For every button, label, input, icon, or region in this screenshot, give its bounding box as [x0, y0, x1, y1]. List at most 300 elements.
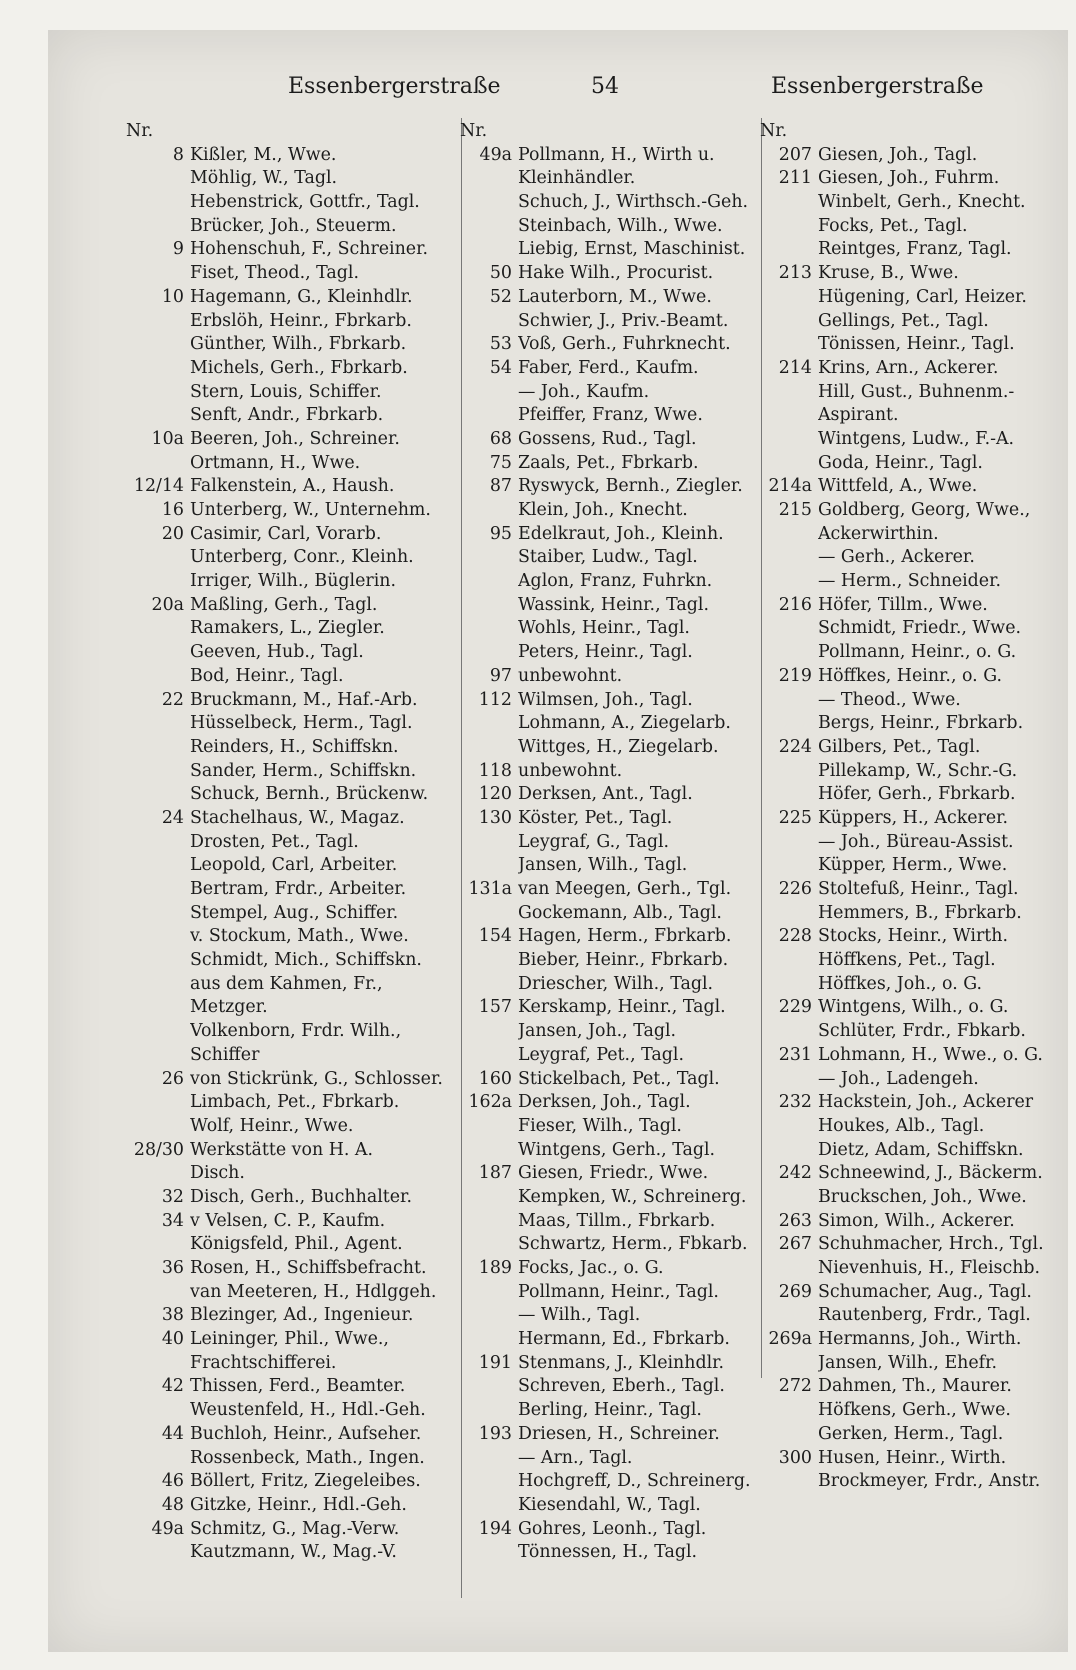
list-item: [126, 475, 460, 499]
page-number: 54: [591, 74, 619, 99]
resident-entry: Lohmann, H., Wwe., o. G.: [818, 1044, 1043, 1065]
house-number: [760, 641, 818, 665]
resident-entry: Faber, Ferd., Kaufm.: [518, 357, 699, 378]
list-item: [460, 1281, 760, 1305]
house-number: [460, 973, 518, 997]
resident-entry: Klein, Joh., Knecht.: [518, 500, 688, 520]
resident-entry: Hermann, Ed., Fbrkarb.: [518, 1329, 730, 1350]
resident-entry: Volkenborn, Frdr. Wilh.,: [190, 1021, 402, 1042]
list-item: [460, 1304, 760, 1328]
house-number: 112: [478, 689, 512, 710]
list-item: [760, 381, 1060, 405]
list-item: [126, 310, 460, 334]
list-item: [126, 262, 460, 286]
resident-entry: — Wilh., Tagl.: [518, 1305, 641, 1326]
house-number: [760, 1399, 818, 1423]
list-item: [126, 1352, 460, 1376]
house-number: [126, 452, 190, 476]
list-item: [126, 167, 460, 191]
house-number: 214: [778, 357, 812, 378]
list-item: [126, 1423, 460, 1447]
resident-entry: Ortmann, H., Wwe.: [190, 452, 361, 473]
list-item: [760, 546, 1060, 570]
house-number: [460, 1399, 518, 1423]
list-item: [760, 475, 1060, 499]
list-item: [126, 996, 460, 1020]
list-item: [460, 641, 760, 665]
list-item: [460, 1541, 760, 1565]
resident-entry: Rautenberg, Frdr., Tagl.: [818, 1305, 1031, 1326]
list-item: [760, 594, 1060, 618]
resident-entry: Liebig, Ernst, Maschinist.: [518, 239, 746, 260]
resident-entry: Kautzmann, W., Mag.-V.: [190, 1542, 397, 1563]
list-item: [760, 807, 1060, 831]
list-item: [760, 1115, 1060, 1139]
list-item: [760, 831, 1060, 855]
list-item: [460, 1494, 760, 1518]
list-item: [760, 996, 1060, 1020]
list-item: [126, 1233, 460, 1257]
house-number: [126, 902, 190, 926]
house-number: [460, 594, 518, 618]
list-item: [760, 404, 1060, 428]
list-item: [760, 286, 1060, 310]
list-item: [760, 310, 1060, 334]
house-number: [460, 1139, 518, 1163]
resident-entry: Gerken, Herm., Tagl.: [818, 1423, 1004, 1444]
house-number: 46: [161, 1471, 184, 1492]
list-item: [760, 1210, 1060, 1234]
house-number: 193: [478, 1423, 512, 1444]
resident-entry: Kiesendahl, W., Tagl.: [518, 1494, 701, 1515]
house-number: 214a: [768, 476, 812, 497]
house-number: [760, 191, 818, 215]
resident-entry: Schuhmacher, Hrch., Tgl.: [818, 1234, 1044, 1255]
house-number: 38: [161, 1305, 184, 1326]
list-item: [760, 689, 1060, 713]
resident-entry: Rossenbeck, Math., Ingen.: [190, 1447, 425, 1468]
house-number: 75: [489, 452, 512, 473]
resident-entry: Geeven, Hub., Tagl.: [190, 642, 364, 663]
resident-entry: van Meeteren, H., Hdlggeh.: [190, 1281, 437, 1302]
house-number: [460, 191, 518, 215]
house-number: 12/14: [133, 476, 184, 497]
house-number: 53: [489, 334, 512, 355]
list-item: [760, 570, 1060, 594]
house-number: [760, 286, 818, 310]
house-number: [126, 925, 190, 949]
list-item: [126, 1162, 460, 1186]
house-number: 8: [172, 144, 184, 165]
list-item: [460, 783, 760, 807]
resident-entry: Bergs, Heinr., Fbrkarb.: [818, 713, 1024, 734]
house-number: [460, 854, 518, 878]
list-item: [126, 973, 460, 997]
house-number: 20a: [151, 594, 184, 615]
house-number: 263: [778, 1210, 812, 1231]
house-number: 131a: [468, 879, 512, 899]
resident-entry: Pollmann, Heinr., Tagl.: [518, 1281, 719, 1302]
list-item: [460, 760, 760, 784]
list-item: [126, 1518, 460, 1542]
resident-entry: Steinbach, Wilh., Wwe.: [518, 215, 723, 236]
resident-entry: Werkstätte von H. A.: [190, 1139, 374, 1160]
resident-entry: Günther, Wilh., Fbrkarb.: [190, 334, 407, 355]
list-item: [126, 1399, 460, 1423]
house-number: 226: [778, 879, 812, 899]
house-number: [460, 1281, 518, 1305]
house-number: [126, 1162, 190, 1186]
list-item: [126, 712, 460, 736]
resident-entry: Fiset, Theod., Tagl.: [190, 263, 360, 284]
list-item: [760, 1233, 1060, 1257]
list-item: [760, 238, 1060, 262]
list-item: [760, 854, 1060, 878]
list-item: [460, 475, 760, 499]
resident-entry: Pillekamp, W., Schr.-G.: [818, 760, 1018, 781]
house-number: [760, 1139, 818, 1163]
house-number: [126, 1044, 190, 1068]
resident-entry: Gellings, Pet., Tagl.: [818, 310, 989, 331]
house-number: [760, 215, 818, 239]
house-number: [760, 238, 818, 262]
resident-entry: Giesen, Joh., Tagl.: [818, 144, 978, 165]
list-item: [126, 617, 460, 641]
list-item: [126, 523, 460, 547]
house-number: [760, 452, 818, 476]
house-number: [760, 689, 818, 713]
list-item: [126, 1020, 460, 1044]
resident-entry: Wilmsen, Joh., Tagl.: [518, 689, 693, 710]
list-item: [460, 546, 760, 570]
resident-entry: Hagemann, G., Kleinhdlr.: [190, 286, 413, 307]
house-number: [760, 381, 818, 405]
resident-entry: Schlüter, Frdr., Fbkarb.: [818, 1021, 1026, 1042]
directory-column-3: [760, 120, 1060, 1494]
resident-entry: aus dem Kahmen, Fr.,: [190, 973, 383, 994]
resident-entry: Fieser, Wilh., Tagl.: [518, 1115, 682, 1136]
house-number: [126, 760, 190, 784]
resident-entry: Höfkens, Gerh., Wwe.: [818, 1400, 1011, 1421]
house-number: 189: [478, 1258, 512, 1278]
list-item: [126, 783, 460, 807]
list-item: [126, 807, 460, 831]
house-number: [760, 760, 818, 784]
resident-entry: Lauterborn, M., Wwe.: [518, 286, 712, 307]
house-number: [460, 499, 518, 523]
house-number: [460, 1304, 518, 1328]
house-number: [126, 191, 190, 215]
list-item: [126, 925, 460, 949]
resident-entry: Bertram, Frdr., Arbeiter.: [190, 879, 407, 899]
list-item: [760, 949, 1060, 973]
house-number: [126, 1233, 190, 1257]
resident-entry: Hügening, Carl, Heizer.: [818, 286, 1027, 307]
resident-entry: Reintges, Franz, Tagl.: [818, 239, 1012, 260]
list-item: [460, 570, 760, 594]
list-item: [126, 404, 460, 428]
house-number: [126, 617, 190, 641]
list-item: [126, 1210, 460, 1234]
running-head-left: Essenbergerstraße: [288, 74, 501, 99]
house-number: 22: [161, 689, 184, 710]
house-number: [126, 949, 190, 973]
house-number: 207: [778, 144, 812, 165]
list-item: [460, 333, 760, 357]
house-number: [126, 215, 190, 239]
resident-entry: Irriger, Wilh., Büglerin.: [190, 571, 396, 592]
resident-entry: Kerskamp, Heinr., Tagl.: [518, 997, 726, 1018]
column-header: Nr.: [760, 121, 788, 141]
list-item: [460, 807, 760, 831]
house-number: [760, 617, 818, 641]
house-number: [126, 404, 190, 428]
list-item: [760, 665, 1060, 689]
list-item: [760, 1162, 1060, 1186]
house-number: 213: [778, 263, 812, 284]
resident-entry: — Herm., Schneider.: [818, 571, 1002, 592]
house-number: 130: [478, 807, 512, 828]
list-item: [126, 546, 460, 570]
list-item: [460, 1139, 760, 1163]
resident-entry: Casimir, Carl, Vorarb.: [190, 523, 382, 544]
resident-entry: Schmidt, Mich., Schiffskn.: [190, 950, 422, 971]
resident-entry: Gitzke, Heinr., Hdl.-Geh.: [190, 1494, 407, 1515]
resident-entry: Hochgreff, D., Schreinerg.: [518, 1471, 751, 1492]
list-item: [460, 191, 760, 215]
house-number: [460, 404, 518, 428]
house-number: [760, 546, 818, 570]
list-item: [460, 1257, 760, 1281]
resident-entry: Hermanns, Joh., Wirth.: [818, 1329, 1022, 1350]
list-item: [126, 641, 460, 665]
list-item: [126, 499, 460, 523]
resident-entry: Königsfeld, Phil., Agent.: [190, 1234, 403, 1255]
house-number: [760, 783, 818, 807]
house-number: [126, 1281, 190, 1305]
house-number: 272: [778, 1376, 812, 1397]
house-number: 224: [778, 736, 812, 757]
list-item: [460, 404, 760, 428]
list-item: [760, 191, 1060, 215]
list-item: [460, 973, 760, 997]
house-number: 267: [778, 1234, 812, 1255]
resident-entry: Ackerwirthin.: [818, 523, 939, 544]
list-item: [460, 1518, 760, 1542]
resident-entry: Wittges, H., Ziegelarb.: [518, 736, 719, 757]
house-number: 28/30: [133, 1139, 184, 1160]
house-number: 48: [161, 1494, 184, 1515]
house-number: [460, 1375, 518, 1399]
resident-entry: Goldberg, Georg, Wwe.,: [818, 500, 1031, 520]
house-number: 10: [161, 286, 184, 307]
resident-entry: — Arn., Tagl.: [518, 1447, 633, 1468]
list-item: [460, 949, 760, 973]
resident-entry: Küppers, H., Ackerer.: [818, 807, 1009, 828]
list-item: [460, 499, 760, 523]
house-number: 44: [161, 1423, 184, 1444]
list-item: [126, 1494, 460, 1518]
list-item: [460, 1352, 760, 1376]
house-number: [460, 641, 518, 665]
resident-entry: Driesen, H., Schreiner.: [518, 1423, 720, 1444]
list-item: [126, 878, 460, 902]
resident-entry: Schmitz, G., Mag.-Verw.: [190, 1518, 400, 1539]
house-number: [126, 1091, 190, 1115]
resident-entry: Köster, Pet., Tagl.: [518, 807, 673, 828]
house-number: [126, 996, 190, 1020]
house-number: 120: [478, 784, 512, 805]
house-number: [460, 215, 518, 239]
resident-entry: Stenmans, J., Kleinhdlr.: [518, 1352, 725, 1373]
list-item: [126, 1091, 460, 1115]
resident-entry: Sander, Herm., Schiffskn.: [190, 760, 417, 781]
list-item: [460, 665, 760, 689]
resident-entry: — Joh., Büreau-Assist.: [818, 831, 1014, 852]
resident-entry: Peters, Heinr., Tagl.: [518, 642, 693, 663]
house-number: [460, 1115, 518, 1139]
list-item: [760, 428, 1060, 452]
house-number: [126, 310, 190, 334]
house-number: [460, 1541, 518, 1565]
house-number: 42: [161, 1376, 184, 1397]
resident-entry: Schuck, Bernh., Brückenw.: [190, 784, 429, 805]
house-number: 160: [478, 1068, 512, 1089]
house-number: [460, 1044, 518, 1068]
list-item: [126, 594, 460, 618]
house-number: [460, 1494, 518, 1518]
list-item: [760, 760, 1060, 784]
list-item: [760, 712, 1060, 736]
house-number: 50: [489, 263, 512, 284]
resident-entry: Giesen, Friedr., Wwe.: [518, 1163, 709, 1184]
house-number: 20: [161, 523, 184, 544]
resident-entry: Lohmann, A., Ziegelarb.: [518, 713, 731, 734]
house-number: [760, 973, 818, 997]
house-number: 215: [778, 500, 812, 520]
house-number: [460, 831, 518, 855]
house-number: 10a: [151, 428, 184, 449]
resident-entry: Hemmers, B., Fbrkarb.: [818, 902, 1022, 923]
column-header: Nr.: [460, 121, 488, 141]
resident-entry: Hüsselbeck, Herm., Tagl.: [190, 713, 413, 734]
resident-entry: Derksen, Joh., Tagl.: [518, 1092, 691, 1113]
list-item: [760, 617, 1060, 641]
list-item: [760, 1068, 1060, 1092]
resident-entry: Brücker, Joh., Steuerm.: [190, 215, 397, 236]
resident-entry: Houkes, Alb., Tagl.: [818, 1115, 985, 1136]
list-item: [126, 1044, 460, 1068]
list-item: [126, 238, 460, 262]
resident-entry: Disch.: [190, 1163, 245, 1184]
list-item: [460, 1210, 760, 1234]
resident-entry: Schmidt, Friedr., Wwe.: [818, 618, 1022, 639]
list-item: [126, 1257, 460, 1281]
list-item: [760, 878, 1060, 902]
resident-entry: Wolf, Heinr., Wwe.: [190, 1115, 354, 1136]
list-item: [760, 925, 1060, 949]
house-number: [760, 949, 818, 973]
resident-entry: Hohenschuh, F., Schreiner.: [190, 239, 429, 260]
house-number: [460, 381, 518, 405]
house-number: 157: [478, 997, 512, 1018]
house-number: 187: [478, 1163, 512, 1184]
list-item: [126, 902, 460, 926]
list-item: [760, 144, 1060, 168]
list-item: [460, 1044, 760, 1068]
resident-entry: Hebenstrick, Gottfr., Tagl.: [190, 192, 420, 213]
house-number: [760, 902, 818, 926]
house-number: [460, 1020, 518, 1044]
list-item: [760, 499, 1060, 523]
list-item: [760, 1328, 1060, 1352]
resident-entry: Leygraf, G., Tagl.: [518, 831, 670, 852]
resident-entry: Höffkens, Pet., Tagl.: [818, 950, 996, 971]
house-number: [126, 783, 190, 807]
resident-entry: Kruse, B., Wwe.: [818, 263, 959, 284]
list-item: [126, 1139, 460, 1163]
list-item: [126, 1541, 460, 1565]
resident-entry: Frachtschifferei.: [190, 1352, 337, 1373]
house-number: [760, 1020, 818, 1044]
house-number: [460, 1470, 518, 1494]
resident-entry: Aglon, Franz, Fuhrkn.: [518, 571, 713, 592]
resident-entry: Zaals, Pet., Fbrkarb.: [518, 452, 699, 473]
list-item: [760, 523, 1060, 547]
house-number: [126, 831, 190, 855]
house-number: 242: [778, 1163, 812, 1184]
house-number: 26: [161, 1068, 184, 1089]
resident-entry: Limbach, Pet., Fbrkarb.: [190, 1092, 400, 1113]
resident-entry: Erbslöh, Heinr., Fbrkarb.: [190, 310, 412, 331]
running-head-right: Essenbergerstraße: [771, 74, 984, 99]
resident-entry: Aspirant.: [818, 405, 899, 426]
resident-entry: Hill, Gust., Buhnenm.-: [818, 381, 1015, 402]
list-item: [460, 1328, 760, 1352]
resident-entry: Bieber, Heinr., Fbrkarb.: [518, 950, 729, 971]
resident-entry: Stoltefuß, Heinr., Tagl.: [818, 879, 1019, 899]
resident-entry: Buchloh, Heinr., Aufseher.: [190, 1423, 422, 1444]
list-item: [760, 1281, 1060, 1305]
house-number: [126, 570, 190, 594]
house-number: [760, 428, 818, 452]
list-item: [126, 949, 460, 973]
list-item: [126, 381, 460, 405]
list-item: [126, 144, 460, 168]
list-item: [760, 1304, 1060, 1328]
list-item: [460, 854, 760, 878]
house-number: 300: [778, 1447, 812, 1468]
list-item: [460, 357, 760, 381]
resident-entry: Schneewind, J., Bäckerm.: [818, 1163, 1043, 1184]
house-number: 231: [778, 1044, 812, 1065]
list-item: [760, 1139, 1060, 1163]
house-number: [760, 570, 818, 594]
list-item: [126, 1328, 460, 1352]
resident-entry: Krins, Arn., Ackerer.: [818, 357, 999, 378]
list-item: [126, 854, 460, 878]
house-number: [760, 1304, 818, 1328]
resident-entry: Wintgens, Gerh., Tagl.: [518, 1139, 716, 1160]
resident-entry: Stickelbach, Pet., Tagl.: [518, 1068, 720, 1089]
house-number: 229: [778, 997, 812, 1018]
resident-entry: Wintgens, Ludw., F.-A.: [818, 428, 1015, 449]
resident-entry: Tönissen, Heinr., Tagl.: [818, 334, 1015, 355]
house-number: [460, 1328, 518, 1352]
house-number: 68: [489, 428, 512, 449]
list-item: [126, 1447, 460, 1471]
resident-entry: Leininger, Phil., Wwe.,: [190, 1329, 389, 1350]
